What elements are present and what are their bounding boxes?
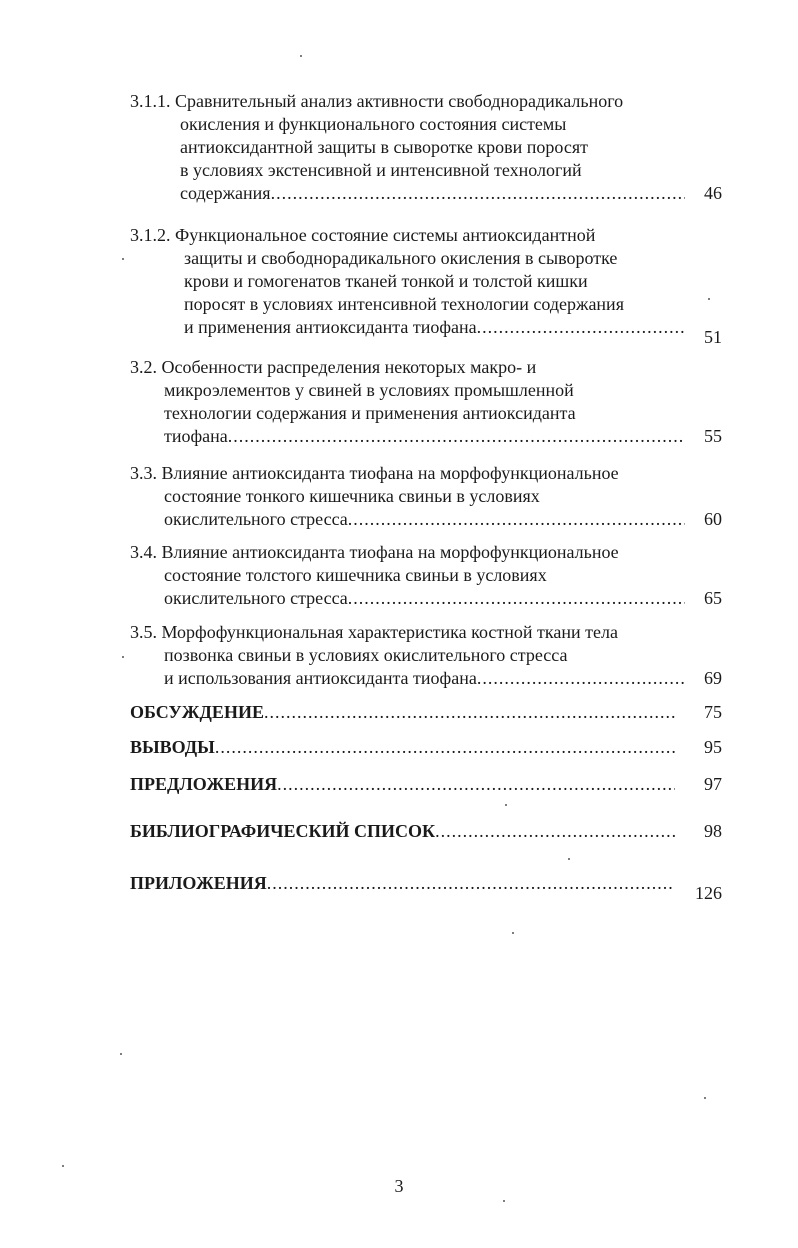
page-number: 3	[394, 1176, 404, 1196]
toc-entry-3-5	[130, 621, 685, 690]
toc-page-number: 98	[704, 821, 722, 841]
dot-leader	[215, 736, 675, 759]
scan-speck	[503, 1200, 505, 1202]
toc-entry-line: поросят в условиях интенсивной технологии содержания	[184, 294, 624, 314]
toc-entry-number: 3.3.	[130, 463, 157, 483]
dot-leader	[477, 667, 685, 690]
toc-heading-proposals	[130, 773, 675, 796]
toc-page-number: 46	[704, 183, 722, 203]
toc-entry-line: окислительного стресса	[164, 509, 348, 529]
toc-entry-line: Влияние антиоксиданта тиофана на морфофункциональное	[161, 463, 619, 483]
dot-leader	[271, 182, 685, 205]
toc-entry-line: состояние толстого кишечника свиньи в условиях	[164, 565, 547, 585]
dot-leader	[277, 773, 675, 796]
toc-entry-number: 3.1.1.	[130, 91, 171, 111]
dot-leader	[267, 872, 675, 895]
toc-entry-number: 3.2.	[130, 357, 157, 377]
toc-entry-line: микроэлементов у свиней в условиях промышленной	[164, 380, 574, 400]
scan-speck	[122, 258, 124, 260]
toc-entry-line: тиофана	[164, 426, 228, 446]
toc-entry-number: 3.4.	[130, 542, 157, 562]
toc-entry-line: содержания	[180, 183, 271, 203]
scan-speck	[62, 1165, 64, 1167]
scan-speck	[505, 804, 507, 806]
toc-entry-3-1-2	[130, 224, 685, 339]
scan-speck	[300, 55, 302, 57]
toc-entry-line: в условиях экстенсивной и интенсивной технологий	[180, 160, 582, 180]
dot-leader	[348, 587, 685, 610]
toc-heading-title: ПРИЛОЖЕНИЯ	[130, 873, 267, 893]
toc-entry-line: технологии содержания и применения антиоксиданта	[164, 403, 576, 423]
toc-entry-line: и использования антиоксиданта тиофана	[164, 668, 477, 688]
toc-page-number: 97	[704, 774, 722, 794]
toc-heading-title: ПРЕДЛОЖЕНИЯ	[130, 774, 278, 794]
dot-leader	[477, 316, 685, 339]
toc-page-number: 65	[704, 588, 722, 608]
toc-page-number: 69	[704, 668, 722, 688]
dot-leader	[228, 425, 685, 448]
scan-speck	[512, 932, 514, 934]
toc-entry-3-3	[130, 462, 685, 531]
toc-entry-3-2	[130, 356, 685, 448]
scan-speck	[568, 858, 570, 860]
toc-entry-3-4	[130, 541, 685, 610]
scan-speck	[708, 298, 710, 300]
toc-entry-line: окисления и функционального состояния системы	[180, 114, 567, 134]
toc-entry-line: Особенности распределения некоторых макро- и	[161, 357, 537, 377]
toc-page-number: 60	[704, 509, 722, 529]
scan-speck	[120, 1053, 122, 1055]
dot-leader	[348, 508, 685, 531]
toc-page-number: 75	[704, 702, 722, 722]
toc-entry-line: Влияние антиоксиданта тиофана на морфофункциональное	[161, 542, 619, 562]
toc-heading-appendices	[130, 872, 675, 895]
toc-entry-line: Морфофункциональная характеристика костной ткани тела	[161, 622, 618, 642]
scan-speck	[122, 656, 124, 658]
toc-heading-conclusions	[130, 736, 675, 759]
toc-entry-line: окислительного стресса	[164, 588, 348, 608]
dot-leader	[264, 701, 675, 724]
toc-heading-title: ОБСУЖДЕНИЕ	[130, 702, 264, 722]
toc-page-number: 126	[695, 883, 722, 903]
dot-leader	[435, 820, 675, 843]
toc-heading-title: ВЫВОДЫ	[130, 737, 215, 757]
toc-entry-line: защиты и свободнорадикального окисления в сыворотке	[184, 248, 618, 268]
toc-heading-discussion	[130, 701, 675, 724]
toc-entry-line: Сравнительный анализ активности свободнорадикального	[175, 91, 624, 111]
toc-heading-title: БИБЛИОГРАФИЧЕСКИЙ СПИСОК	[130, 821, 436, 841]
toc-entry-line: позвонка свиньи в условиях окислительного стресса	[164, 645, 568, 665]
toc-heading-bibliography	[130, 820, 675, 843]
toc-page-number: 51	[704, 327, 722, 347]
toc-entry-line: состояние тонкого кишечника свиньи в условиях	[164, 486, 540, 506]
toc-entry-number: 3.5.	[130, 622, 157, 642]
toc-entry-number: 3.1.2.	[130, 225, 171, 245]
scan-speck	[704, 1097, 706, 1099]
toc-page-number: 55	[704, 426, 722, 446]
toc-entry-line: и применения антиоксиданта тиофана	[184, 317, 477, 337]
toc-entry-line: крови и гомогенатов тканей тонкой и толстой кишки	[184, 271, 588, 291]
toc-entry-3-1-1	[130, 90, 685, 205]
toc-page-number: 95	[704, 737, 722, 757]
toc-entry-line: антиоксидантной защиты в сыворотке крови поросят	[180, 137, 588, 157]
toc-entry-line: Функциональное состояние системы антиоксидантной	[175, 225, 596, 245]
